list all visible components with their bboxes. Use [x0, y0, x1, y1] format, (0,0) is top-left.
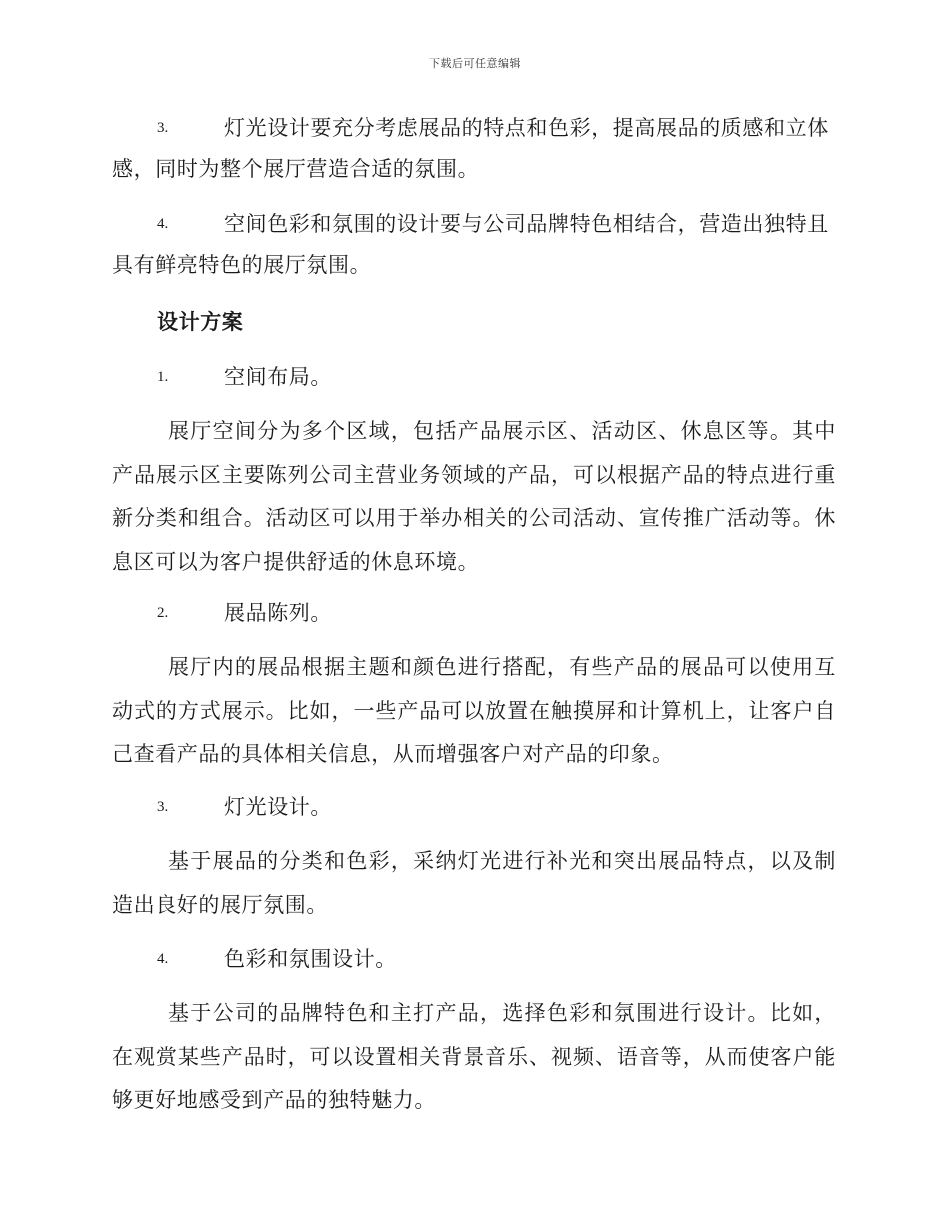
item-title: 灯光设计。	[224, 795, 332, 819]
item-body: 基于展品的分类和色彩，采纳灯光进行补光和突出展品特点，以及制造出良好的展厅氛围。	[112, 849, 836, 917]
page-header: 下载后可任意编辑	[429, 57, 521, 70]
section-item-3	[0, 792, 950, 822]
section-item-1	[0, 362, 950, 392]
intro-item-3	[0, 113, 950, 143]
section-item-2	[0, 598, 950, 628]
item-title: 色彩和氛围设计。	[224, 947, 397, 971]
item-text: 灯光设计要充分考虑展品的特点和色彩，提高展品的质感和立体	[224, 116, 829, 140]
item-number: 3.	[157, 120, 169, 136]
item-body: 展厅内的展品根据主题和颜色进行搭配，有些产品的展品可以使用互动式的方式展示。比如，一些产品可以放置在触摸屏和计算机上，让客户自己查看产品的具体相关信息，从而增强客户对产品的印象。	[112, 655, 836, 766]
item-text: 空间色彩和氛围的设计要与公司品牌特色相结合，营造出独特且	[224, 212, 829, 236]
item-number: 2.	[157, 605, 169, 621]
item-number: 4.	[157, 951, 169, 967]
item-title: 展品陈列。	[224, 601, 332, 625]
item-title: 空间布局。	[224, 365, 332, 389]
item-continuation: 感，同时为整个展厅营造合适的氛围。	[112, 157, 480, 181]
section-item-4	[0, 944, 950, 974]
item-number: 4.	[157, 216, 169, 232]
item-continuation: 具有鲜亮特色的展厅氛围。	[112, 253, 372, 277]
item-number: 1.	[157, 369, 169, 385]
item-number: 3.	[157, 799, 169, 815]
intro-item-4	[0, 209, 950, 239]
item-body: 展厅空间分为多个区域，包括产品展示区、活动区、休息区等。其中产品展示区主要陈列公司主营业务领域的产品，可以根据产品的特点进行重新分类和组合。活动区可以用于举办相关的公司活动、宣传推广活动等。休息区可以为客户提供舒适的休息环境。	[112, 419, 836, 574]
item-body: 基于公司的品牌特色和主打产品，选择色彩和氛围进行设计。比如，在观赏某些产品时，可以设置相关背景音乐、视频、语音等，从而使客户能够更好地感受到产品的独特魅力。	[112, 1001, 836, 1112]
section-heading: 设计方案	[157, 309, 244, 334]
